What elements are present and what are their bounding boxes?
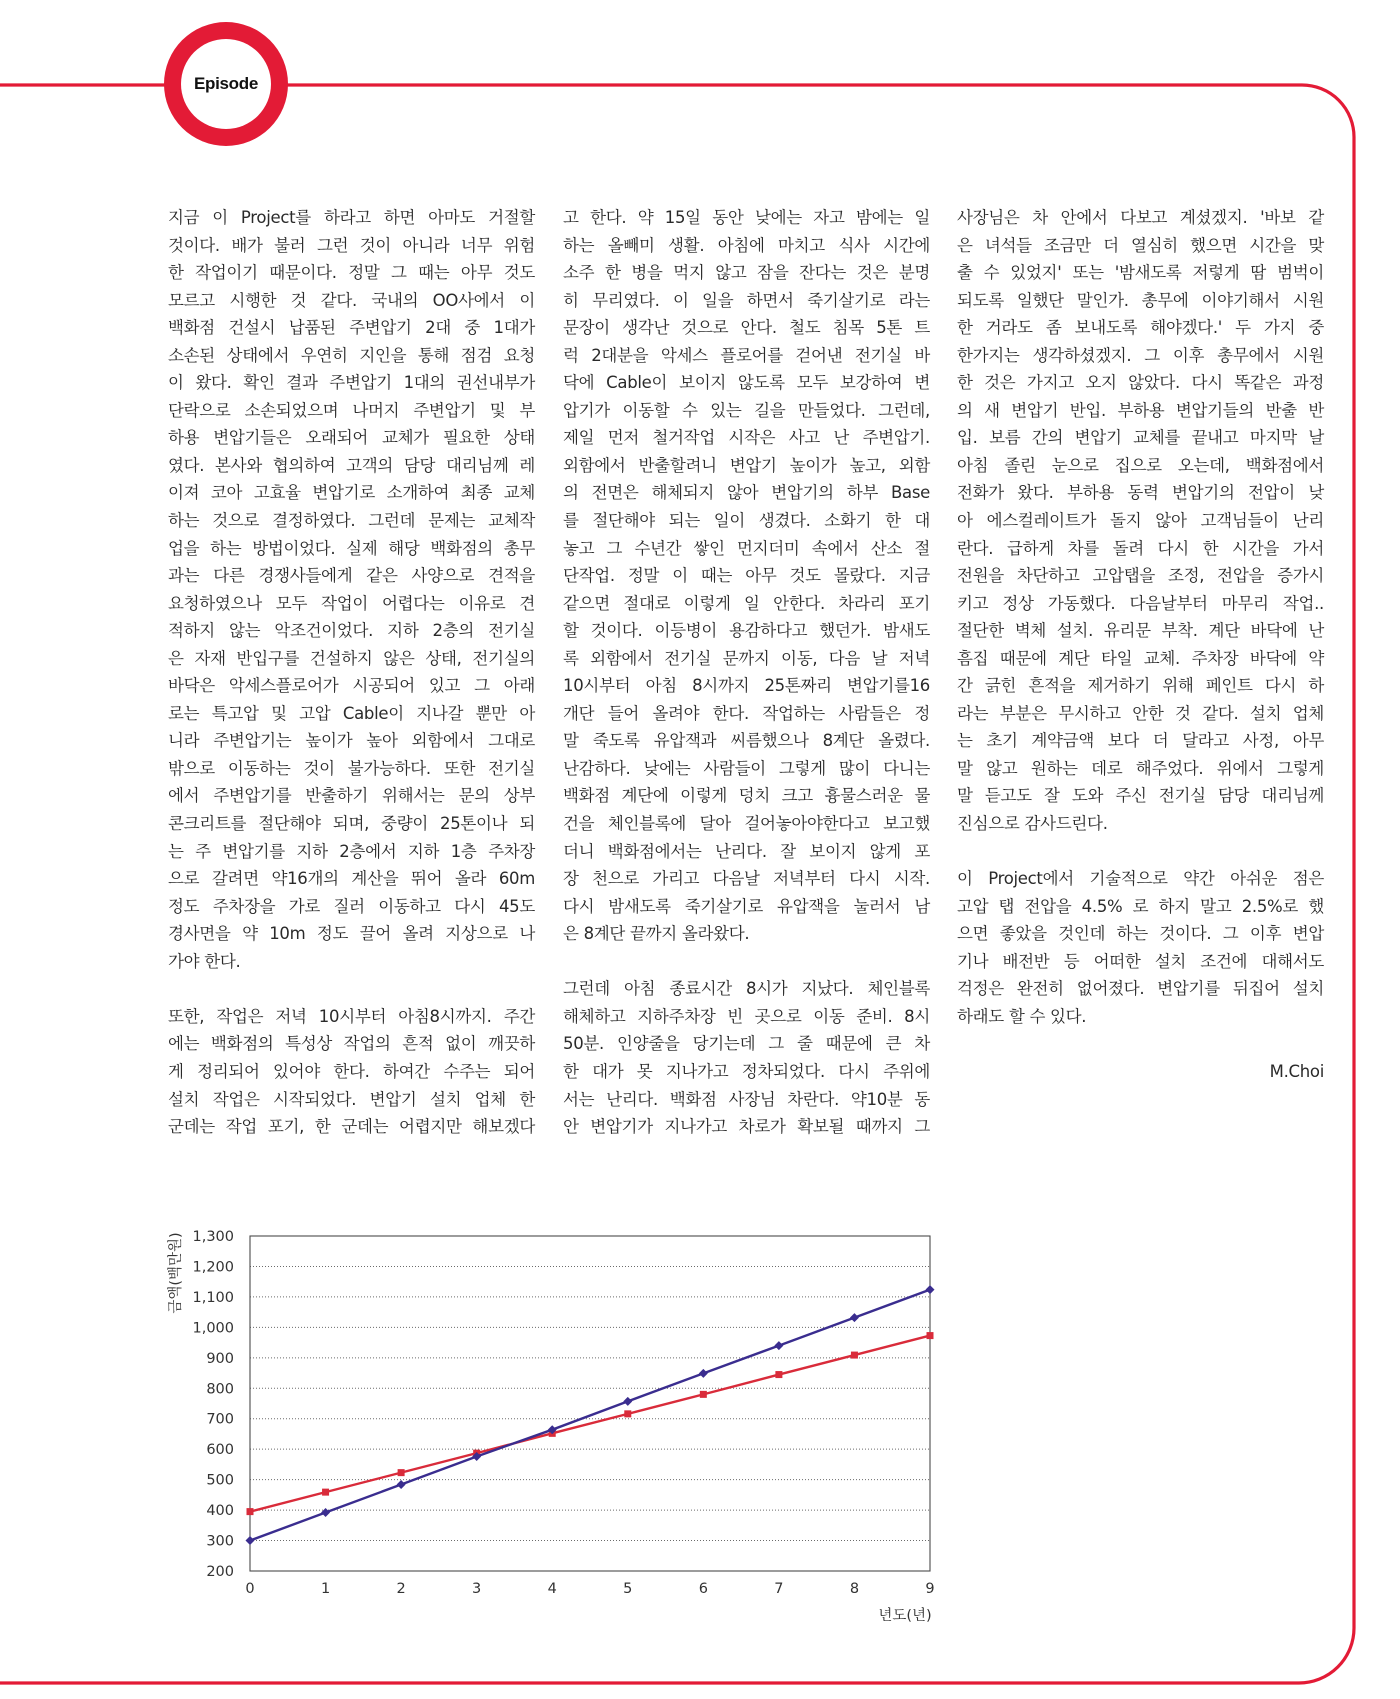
article-column-3 bbox=[957, 204, 1324, 1086]
data-point-diamond bbox=[850, 1313, 859, 1322]
data-point-square bbox=[624, 1410, 631, 1417]
text-line: 한 작업이기 때문이다. 정말 그 때는 아무 것도 bbox=[168, 263, 535, 283]
text-line: 니라 주변압기는 높이가 높아 외함에서 그대로 bbox=[168, 731, 535, 751]
text-line: 한 거라도 좀 보내도록 해야겠다.' 두 가지 중 bbox=[957, 318, 1324, 338]
text-line: 밖으로 이동하는 것이 불가능하다. 또한 전기실 bbox=[168, 758, 535, 778]
text-line: 과는 다른 경쟁사들에게 같은 사양으로 견적을 bbox=[168, 566, 535, 586]
text-line: 이 Project에서 기술적으로 약간 아쉬운 점은 bbox=[957, 869, 1324, 889]
text-line: 요청하였으나 모두 작업이 어렵다는 이유로 견 bbox=[168, 593, 535, 613]
x-axis-title: 년도(년) bbox=[878, 1608, 932, 1624]
data-point-square bbox=[927, 1332, 934, 1339]
y-tick-label: 900 bbox=[206, 1350, 234, 1367]
article-paragraph bbox=[168, 204, 535, 975]
data-point-square bbox=[247, 1508, 254, 1515]
text-line: 절단한 벽체 설치. 유리문 부착. 계단 바닥에 난 bbox=[957, 621, 1324, 641]
text-line: 이 왔다. 확인 결과 주변압기 1대의 권선내부가 bbox=[168, 373, 535, 393]
y-tick-label: 700 bbox=[206, 1411, 234, 1428]
y-tick-label: 1,300 bbox=[192, 1229, 234, 1245]
text-line: 것이다. 배가 불러 그런 것이 아니라 너무 위험 bbox=[168, 235, 535, 255]
x-tick-label: 1 bbox=[320, 1581, 331, 1597]
text-line: 로는 특고압 및 고압 Cable이 지나갈 뿐만 아 bbox=[168, 703, 535, 723]
text-line: 흠집 때문에 계단 타일 교체. 주차장 바닥에 약 bbox=[957, 648, 1324, 668]
text-line: 압기가 이동할 수 있는 길을 만들었다. 그런데, bbox=[563, 400, 930, 420]
text-line: 말 않고 원하는 데로 해주었다. 위에서 그렇게 bbox=[957, 758, 1324, 778]
x-tick-label: 6 bbox=[698, 1581, 708, 1597]
article-paragraph bbox=[957, 865, 1324, 1030]
text-line: 게 정리되어 있어야 한다. 하여간 수주는 되어 bbox=[168, 1061, 535, 1081]
text-line: 키고 정상 가동했다. 다음날부터 마무리 작업.. bbox=[957, 593, 1324, 613]
text-line: 하용 변압기들은 오래되어 교체가 필요한 상태 bbox=[168, 428, 535, 448]
text-line: 를 절단해야 되는 일이 생겼다. 소화기 한 대 bbox=[563, 511, 930, 531]
text-line: 하는 올빼미 생활. 아침에 마치고 식사 시간에 bbox=[563, 235, 930, 255]
text-line: 은 자재 반입구를 건설하지 않은 상태, 전기실의 bbox=[168, 648, 535, 668]
line-chart bbox=[140, 1220, 960, 1640]
text-line: 한 대가 못 지나가고 정차되었다. 다시 주위에 bbox=[563, 1061, 930, 1081]
text-line: 할 것이다. 이등병이 용감하다고 했던가. 밤새도 bbox=[563, 621, 930, 641]
text-line: 히 무리였다. 이 일을 하면서 죽기살기로 라는 bbox=[563, 290, 930, 310]
text-line: 경사면을 약 10m 정도 끌어 올려 지상으로 나 bbox=[168, 924, 535, 944]
text-line: 지금 이 Project를 하라고 하면 아마도 거절할 bbox=[168, 208, 535, 227]
column-body bbox=[563, 204, 930, 1141]
data-point-diamond bbox=[623, 1397, 632, 1406]
x-tick-label: 7 bbox=[774, 1581, 784, 1597]
text-line: 제일 먼저 철거작업 시작은 사고 난 주변압기. bbox=[563, 428, 930, 448]
y-axis-title: 금액(백만원) bbox=[168, 1232, 184, 1314]
text-line: 해체하고 지하주차장 빈 곳으로 이동 준비. 8시 bbox=[563, 1006, 930, 1026]
data-point-diamond bbox=[699, 1369, 708, 1378]
text-line: 은 녀석들 조금만 더 열심히 했으면 시간을 맞 bbox=[957, 235, 1324, 255]
text-line: 입. 보름 간의 변압기 교체를 끝내고 마지막 날 bbox=[957, 428, 1324, 448]
text-line: 난감하다. 낮에는 사람들이 그렇게 많이 다니는 bbox=[563, 758, 930, 778]
y-tick-label: 1,000 bbox=[192, 1320, 234, 1337]
text-line: 간 긁힌 흔적을 제거하기 위해 페인트 다시 하 bbox=[957, 676, 1324, 696]
text-line: 말 죽도록 유압잭과 씨름했으나 8계단 올렸다. bbox=[563, 731, 930, 751]
text-line: 아 에스컬레이트가 돌지 않아 고객님들이 난리 bbox=[957, 511, 1324, 531]
text-line: 바닥은 악세스플로어가 시공되어 있고 그 아래 bbox=[168, 676, 535, 696]
text-line: 는 초기 계약금액 보다 더 달라고 사정, 아무 bbox=[957, 731, 1324, 751]
text-line: 으면 좋았을 것인데 하는 것이다. 그 이후 변압 bbox=[957, 924, 1324, 944]
text-line: 라는 부분은 무시하고 안한 것 같다. 설치 업체 bbox=[957, 703, 1324, 723]
y-tick-label: 200 bbox=[206, 1564, 234, 1580]
text-line: 외함에서 반출할려니 변압기 높이가 높고, 외함 bbox=[563, 455, 930, 475]
text-line: 란다. 급하게 차를 돌려 다시 한 시간을 가서 bbox=[957, 538, 1324, 558]
data-point-diamond bbox=[926, 1285, 935, 1294]
text-line: 록 외함에서 전기실 문까지 이동, 다음 날 저녁 bbox=[563, 648, 930, 668]
text-line: 더니 백화점에서는 난리다. 잘 보이지 않게 포 bbox=[563, 841, 930, 861]
text-line: 이져 코아 고효율 변압기로 소개하여 최종 교체 bbox=[168, 483, 535, 503]
x-tick-label: 9 bbox=[925, 1581, 935, 1597]
x-tick-label: 3 bbox=[472, 1581, 482, 1597]
text-line: 백화점 계단에 이렇게 덩치 크고 흉물스러운 물 bbox=[563, 786, 930, 806]
column-body bbox=[168, 204, 535, 1141]
article-paragraph bbox=[563, 204, 930, 948]
text-line: 고압 탭 전압을 4.5% 로 하지 말고 2.5%로 했 bbox=[957, 896, 1324, 916]
x-tick-label: 0 bbox=[245, 1581, 255, 1597]
column-body bbox=[957, 204, 1324, 1030]
data-point-diamond bbox=[321, 1508, 330, 1517]
x-tick-label: 4 bbox=[547, 1581, 557, 1597]
text-line: 의 전면은 해체되지 않아 변압기의 하부 Base bbox=[563, 483, 930, 503]
text-line: 으로 갈려면 약16개의 계산을 뛰어 올라 60m bbox=[168, 869, 535, 889]
text-line: 군데는 작업 포기, 한 군데는 어렵지만 해보겠다 bbox=[168, 1117, 535, 1137]
text-line: 정도 주차장을 가로 질러 이동하고 다시 45도 bbox=[168, 896, 535, 916]
text-line: 진심으로 감사드린다. bbox=[957, 814, 1108, 834]
text-line: 였다. 본사와 협의하여 고객의 담당 대리님께 레 bbox=[168, 455, 535, 475]
text-line: 콘크리트를 절단해야 되며, 중량이 25톤이나 되 bbox=[168, 814, 535, 834]
y-tick-label: 500 bbox=[206, 1472, 234, 1489]
data-point-diamond bbox=[774, 1341, 783, 1350]
series-line-1 bbox=[250, 1336, 930, 1512]
text-line: 또한, 작업은 저녁 10시부터 아침8시까지. 주간 bbox=[168, 1006, 535, 1026]
data-point-square bbox=[398, 1469, 405, 1476]
article-paragraph bbox=[168, 1003, 535, 1141]
text-line: 문장이 생각난 것으로 안다. 철도 침목 5톤 트 bbox=[563, 318, 930, 338]
text-line: 그런데 아침 종료시간 8시가 지났다. 체인블록 bbox=[563, 979, 930, 999]
text-line: 건을 체인블록에 달아 걸어놓아야한다고 보고했 bbox=[563, 814, 930, 834]
article-paragraph bbox=[563, 975, 930, 1140]
text-line: 기나 배전반 등 어떠한 설치 조건에 대해서도 bbox=[957, 951, 1324, 971]
text-line: 10시부터 아침 8시까지 25톤짜리 변압기를16 bbox=[563, 676, 930, 696]
text-line: 하래도 할 수 있다. bbox=[957, 1006, 1087, 1026]
plot-area-frame bbox=[250, 1236, 930, 1571]
text-line: 하는 것으로 결정하였다. 그런데 문제는 교체작 bbox=[168, 511, 535, 531]
article-column-2 bbox=[563, 204, 930, 1141]
text-line: 전화가 왔다. 부하용 동력 변압기의 전압이 낮 bbox=[957, 483, 1324, 503]
article-paragraph bbox=[957, 204, 1324, 838]
x-tick-label: 2 bbox=[396, 1581, 406, 1597]
text-line: 백화점 건설시 납품된 주변압기 2대 중 1대가 bbox=[168, 318, 535, 338]
text-line: 에는 백화점의 특성상 작업의 흔적 없이 깨끗하 bbox=[168, 1034, 535, 1054]
text-line: 단작업. 정말 이 때는 아무 것도 몰랐다. 지금 bbox=[563, 566, 930, 586]
text-line: 닥에 Cable이 보이지 않도록 모두 보강하여 변 bbox=[563, 373, 930, 393]
episode-badge-inner bbox=[181, 39, 271, 129]
text-line: 전원을 차단하고 고압탭을 조정, 전압을 증가시 bbox=[957, 566, 1324, 586]
y-tick-label: 600 bbox=[206, 1442, 234, 1459]
text-line: 럭 2대분을 악세스 플로어를 걷어낸 전기실 바 bbox=[563, 345, 930, 365]
text-line: 걱정은 완전히 없어졌다. 변압기를 뒤집어 설치 bbox=[957, 979, 1324, 999]
data-point-diamond bbox=[397, 1480, 406, 1489]
data-point-square bbox=[322, 1489, 329, 1496]
text-line: 업을 하는 방법이었다. 실제 해당 백화점의 총무 bbox=[168, 538, 535, 558]
text-line: 은 8계단 끝까지 올라왔다. bbox=[563, 924, 750, 944]
text-line: 아침 졸린 눈으로 집으로 오는데, 백화점에서 bbox=[957, 455, 1324, 475]
data-point-diamond bbox=[246, 1536, 255, 1545]
article-column-1 bbox=[168, 204, 535, 1141]
y-tick-label: 1,200 bbox=[192, 1259, 234, 1276]
text-line: 소주 한 병을 먹지 않고 잠을 잔다는 것은 분명 bbox=[563, 263, 930, 283]
episode-badge bbox=[164, 22, 288, 146]
y-tick-label: 300 bbox=[206, 1533, 234, 1550]
text-line: 놓고 그 수년간 쌓인 먼지더미 속에서 산소 절 bbox=[563, 538, 930, 558]
text-line: 서는 난리다. 백화점 사장님 차란다. 약10분 동 bbox=[563, 1089, 930, 1109]
text-line: 한가지는 생각하셨겠지. 그 이후 총무에서 시원 bbox=[957, 345, 1324, 365]
text-line: 는 주 변압기를 지하 2층에서 지하 1층 주차장 bbox=[168, 841, 535, 861]
text-line: 가야 한다. bbox=[168, 951, 241, 971]
text-line: 에서 주변압기를 반출하기 위해서는 문의 상부 bbox=[168, 786, 535, 806]
text-line: 출 수 있었지' 또는 '밤새도록 저렇게 땀 범벅이 bbox=[957, 263, 1324, 283]
y-tick-label: 1,100 bbox=[192, 1289, 234, 1306]
text-line: 설치 작업은 시작되었다. 변압기 설치 업체 한 bbox=[168, 1089, 535, 1109]
data-point-square bbox=[851, 1352, 858, 1359]
text-line: 소손된 상태에서 우연히 지인을 통해 점검 요청 bbox=[168, 345, 535, 365]
text-line: 고 한다. 약 15일 동안 낮에는 자고 밤에는 일 bbox=[563, 208, 930, 227]
text-line: 한 것은 가지고 오지 않았다. 다시 똑같은 과정 bbox=[957, 373, 1324, 393]
text-line: 사장님은 차 안에서 다보고 계셨겠지. '바보 같 bbox=[957, 208, 1324, 227]
text-line: 모르고 시행한 것 같다. 국내의 OO사에서 이 bbox=[168, 290, 535, 310]
text-line: 안 변압기가 지나가고 차로가 확보될 때까지 그 bbox=[563, 1117, 930, 1137]
text-line: 적하지 않는 악조건이었다. 지하 2층의 전기실 bbox=[168, 621, 535, 641]
y-tick-label: 400 bbox=[206, 1503, 234, 1520]
x-tick-label: 5 bbox=[623, 1581, 633, 1597]
text-line: 의 새 변압기 반입. 부하용 변압기들의 반출 반 bbox=[957, 400, 1324, 420]
text-line: 말 듣고도 잘 도와 주신 전기실 담당 대리님께 bbox=[957, 786, 1324, 806]
text-line: 단락으로 소손되었으며 나머지 주변압기 및 부 bbox=[168, 400, 535, 420]
data-point-square bbox=[700, 1391, 707, 1398]
author-signature: M.Choi bbox=[1269, 1061, 1324, 1081]
data-point-square bbox=[775, 1371, 782, 1378]
text-line: 다시 밤새도록 죽기살기로 유압잭을 눌러서 남 bbox=[563, 896, 930, 916]
episode-badge-label: Episode bbox=[193, 74, 259, 93]
text-line: 같으면 절대로 이렇게 일 안한다. 차라리 포기 bbox=[563, 593, 930, 613]
x-tick-label: 8 bbox=[849, 1581, 860, 1597]
text-line: 개단 들어 올려야 한다. 작업하는 사람들은 정 bbox=[563, 703, 930, 723]
text-line: 장 천으로 가리고 다음날 저녁부터 다시 시작. bbox=[563, 869, 930, 889]
text-line: 50분. 인양줄을 당기는데 그 줄 때문에 큰 차 bbox=[563, 1034, 930, 1054]
text-line: 되도록 일했단 말인가. 총무에 이야기해서 시원 bbox=[957, 290, 1324, 310]
y-tick-label: 800 bbox=[206, 1381, 234, 1398]
